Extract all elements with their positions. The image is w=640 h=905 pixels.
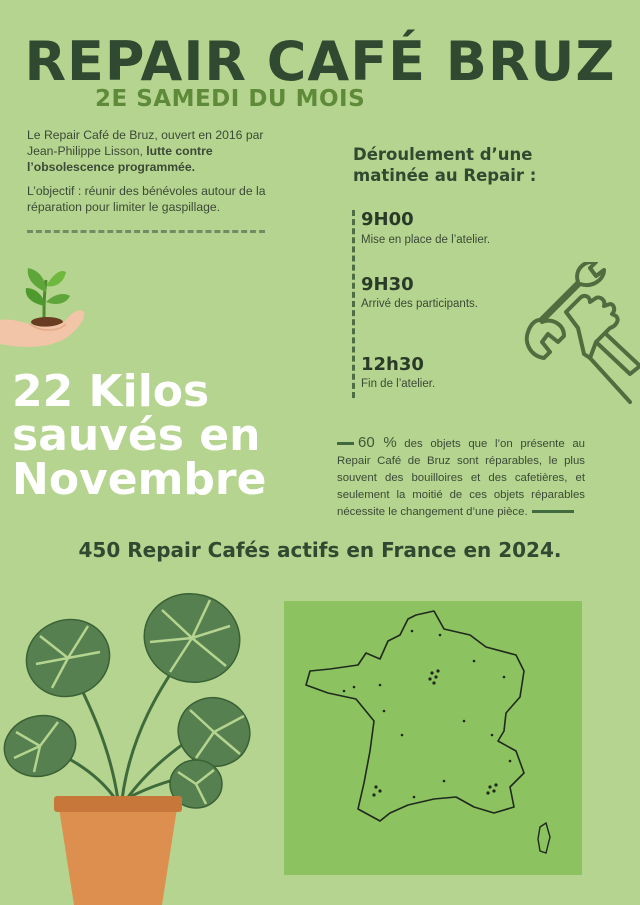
intro-divider xyxy=(27,230,265,233)
schedule-desc-2: Arrivé des participants. xyxy=(361,298,478,310)
intro-p1-text: Le Repair Café de Bruz, ouvert en 2016 par Jean-Philippe Lisson, xyxy=(27,128,264,158)
intro-p1-bold: lutte contre l’obsolescence programmée. xyxy=(27,144,213,174)
schedule-title: Déroulement d’une matinée au Repair : xyxy=(353,145,537,185)
page-title: REPAIR CAFÉ BRUZ xyxy=(24,30,616,93)
percent-value: 60 % xyxy=(358,434,397,451)
percent-bar-left xyxy=(337,442,354,445)
percent-text: des objets que l’on présente au Repair Café de Bruz sont réparables, le plus souvent des bouilloires et des cafetières, et seulement la moitié de ces objets réparables nécessite le changement d’une pièce. xyxy=(337,438,585,518)
schedule-time-1: 9H00 xyxy=(361,209,414,230)
page-subtitle: 2E SAMEDI DU MOIS xyxy=(95,86,366,112)
percent-bar-right xyxy=(532,510,574,513)
schedule-time-3: 12h30 xyxy=(361,354,424,375)
intro-paragraph-1 xyxy=(27,127,287,175)
percent-paragraph xyxy=(337,434,585,521)
schedule-timeline-line xyxy=(352,210,355,398)
france-map-outline xyxy=(284,601,582,875)
repair-cafes-stat: 450 Repair Cafés actifs en France en 2024. xyxy=(78,538,562,562)
schedule-desc-3: Fin de l’atelier. xyxy=(361,378,436,390)
kilos-headline xyxy=(12,366,332,505)
schedule-desc-1: Mise en place de l’atelier. xyxy=(361,234,491,246)
kilos-line-3: Novembre xyxy=(12,454,267,505)
intro-paragraph-2: L’objectif : réunir des bénévoles autour de la réparation pour limiter le gaspillage. xyxy=(27,184,266,214)
intro-text xyxy=(27,127,287,223)
monstera-plant-icon xyxy=(0,586,280,905)
hand-with-sprout-icon xyxy=(0,258,90,354)
kilos-line-2: sauvés en xyxy=(12,410,261,461)
france-map xyxy=(284,601,582,875)
kilos-line-1: 22 Kilos xyxy=(12,366,210,417)
schedule-time-2: 9H30 xyxy=(361,274,414,295)
hand-with-wrench-icon xyxy=(520,262,640,412)
